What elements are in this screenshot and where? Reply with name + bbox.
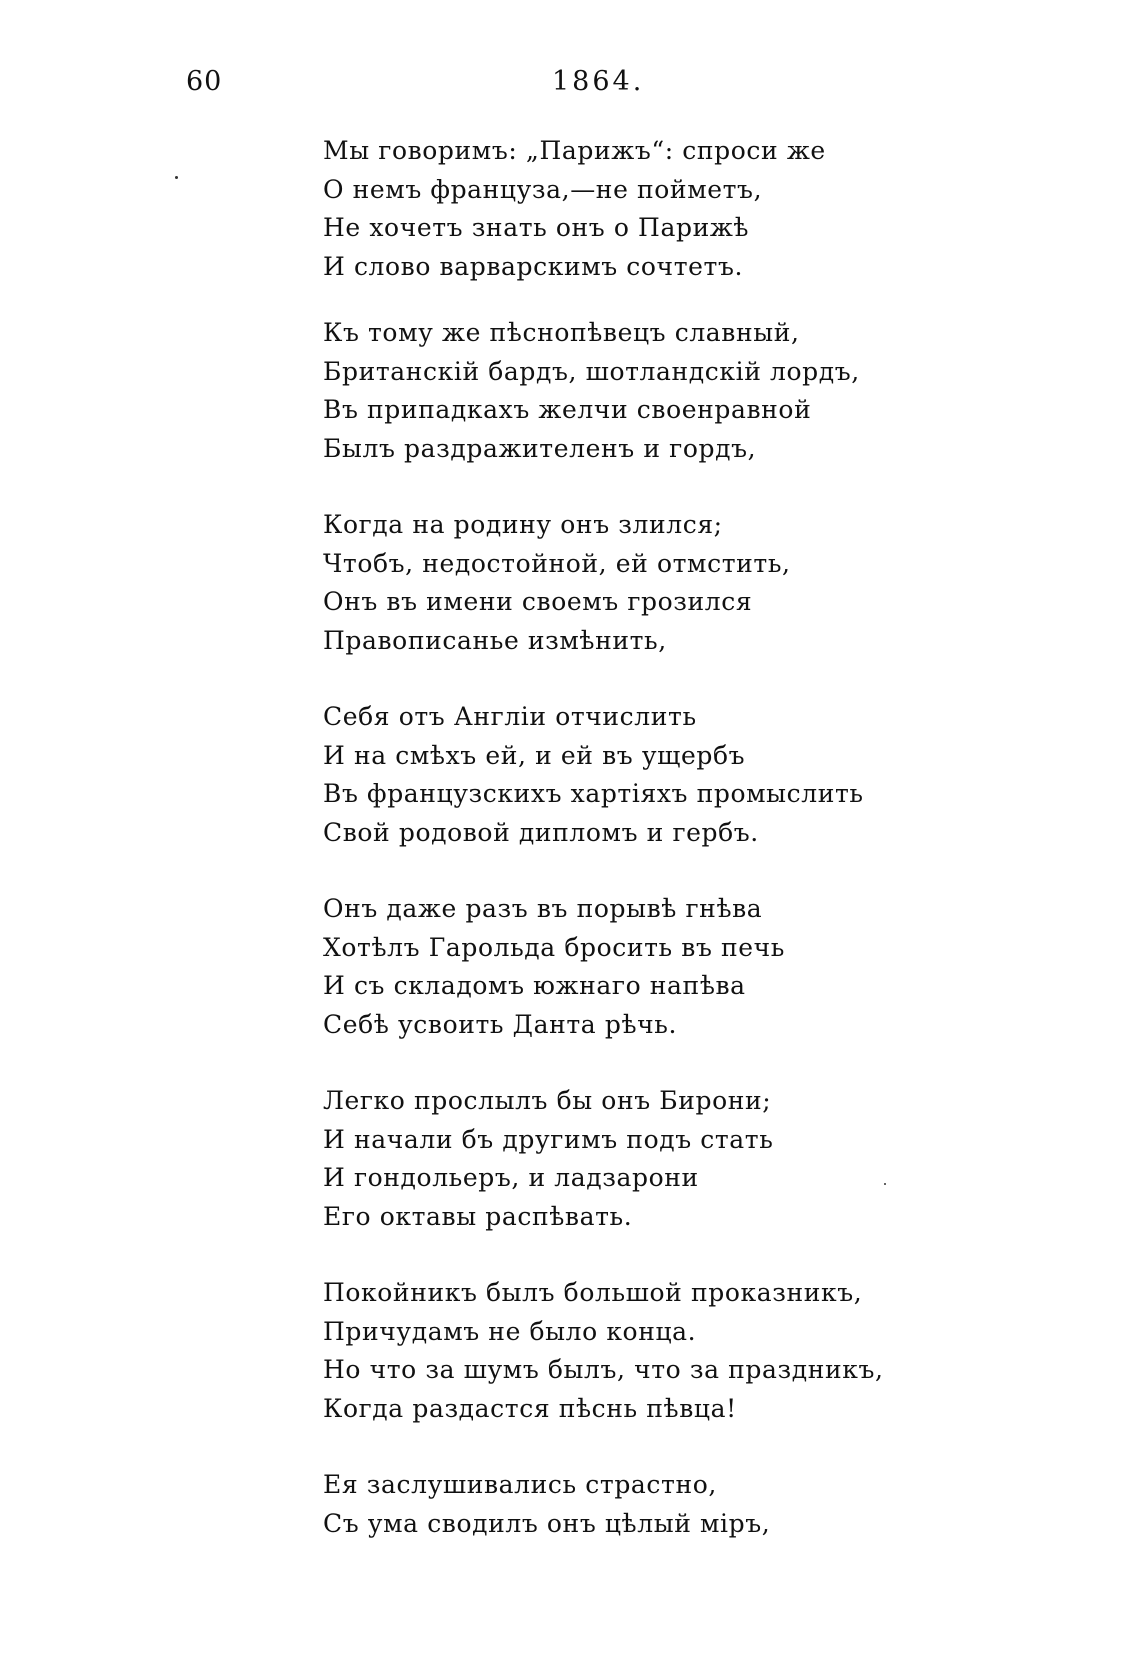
poem-line: Чтобъ, недостойной, ей отмстить, — [323, 548, 791, 578]
poem-line: Но что за шумъ былъ, что за праздникъ, — [323, 1355, 884, 1384]
stanza — [323, 1274, 1103, 1466]
stanza — [323, 506, 1103, 698]
poem-line: Легко прослылъ бы онъ Бирони; — [323, 1086, 772, 1115]
poem-line: Когда на родину онъ злился; — [323, 510, 723, 539]
stanza — [323, 314, 1103, 506]
poem-line: Себѣ усвоить Данта рѣчь. — [323, 1009, 678, 1039]
poem-line: Къ тому же пѣснопѣвецъ славный, — [323, 318, 800, 347]
poem-line: И съ складомъ южнаго напѣва — [323, 971, 746, 1000]
poem-line: Съ ума сводилъ онъ цѣлый міръ, — [323, 1508, 771, 1538]
stanza — [323, 1082, 1103, 1274]
poem-line: И на смѣхъ ей, и ей въ ущербъ — [323, 740, 746, 770]
poem-line: Въ французскихъ хартіяхъ промыслить — [323, 779, 864, 808]
poem-line: Причудамъ не было конца. — [323, 1316, 697, 1346]
poem-line: Покойникъ былъ большой проказникъ, — [323, 1278, 863, 1307]
poem-line: И слово варварскимъ сочтетъ. — [323, 251, 743, 281]
poem-body — [323, 132, 1103, 1658]
poem-line: Въ припадкахъ желчи своенравной — [323, 395, 812, 424]
stanza — [323, 890, 1103, 1082]
poem-line: Британскій бардъ, шотландскій лордъ, — [323, 356, 860, 386]
print-speck — [175, 176, 178, 179]
stanza — [323, 698, 1103, 890]
poem-line: Себя отъ Англіи отчислить — [323, 702, 697, 731]
poem-line: Онъ въ имени своемъ грозился — [323, 587, 753, 616]
poem-line: Хотѣлъ Гарольда бросить въ печь — [323, 932, 786, 962]
stanza — [323, 1466, 1103, 1658]
poem-line: И начали бъ другимъ подъ стать — [323, 1124, 774, 1154]
poem-line: Когда раздастся пѣснь пѣвца! — [323, 1393, 737, 1423]
running-header-year: 1864. — [552, 66, 645, 97]
poem-line: Свой родовой дипломъ и гербъ. — [323, 817, 759, 847]
poem-line: Ея заслушивались страстно, — [323, 1470, 717, 1499]
poem-line: Не хочетъ знать онъ о Парижѣ — [323, 213, 750, 242]
poem-line: Былъ раздражителенъ и гордъ, — [323, 433, 757, 463]
poem-line: Правописанье измѣнить, — [323, 625, 667, 655]
poem-line: Мы говоримъ: „Парижъ“: спроси же — [323, 136, 826, 165]
stanza — [323, 132, 1103, 314]
page-number: 60 — [186, 66, 223, 97]
poem-line: Его октавы распѣвать. — [323, 1201, 633, 1231]
poem-line: Онъ даже разъ въ порывѣ гнѣва — [323, 894, 763, 923]
poem-line: О немъ француза,—не пойметъ, — [323, 174, 763, 204]
poem-line: И гондольеръ, и ладзарони — [323, 1163, 699, 1192]
